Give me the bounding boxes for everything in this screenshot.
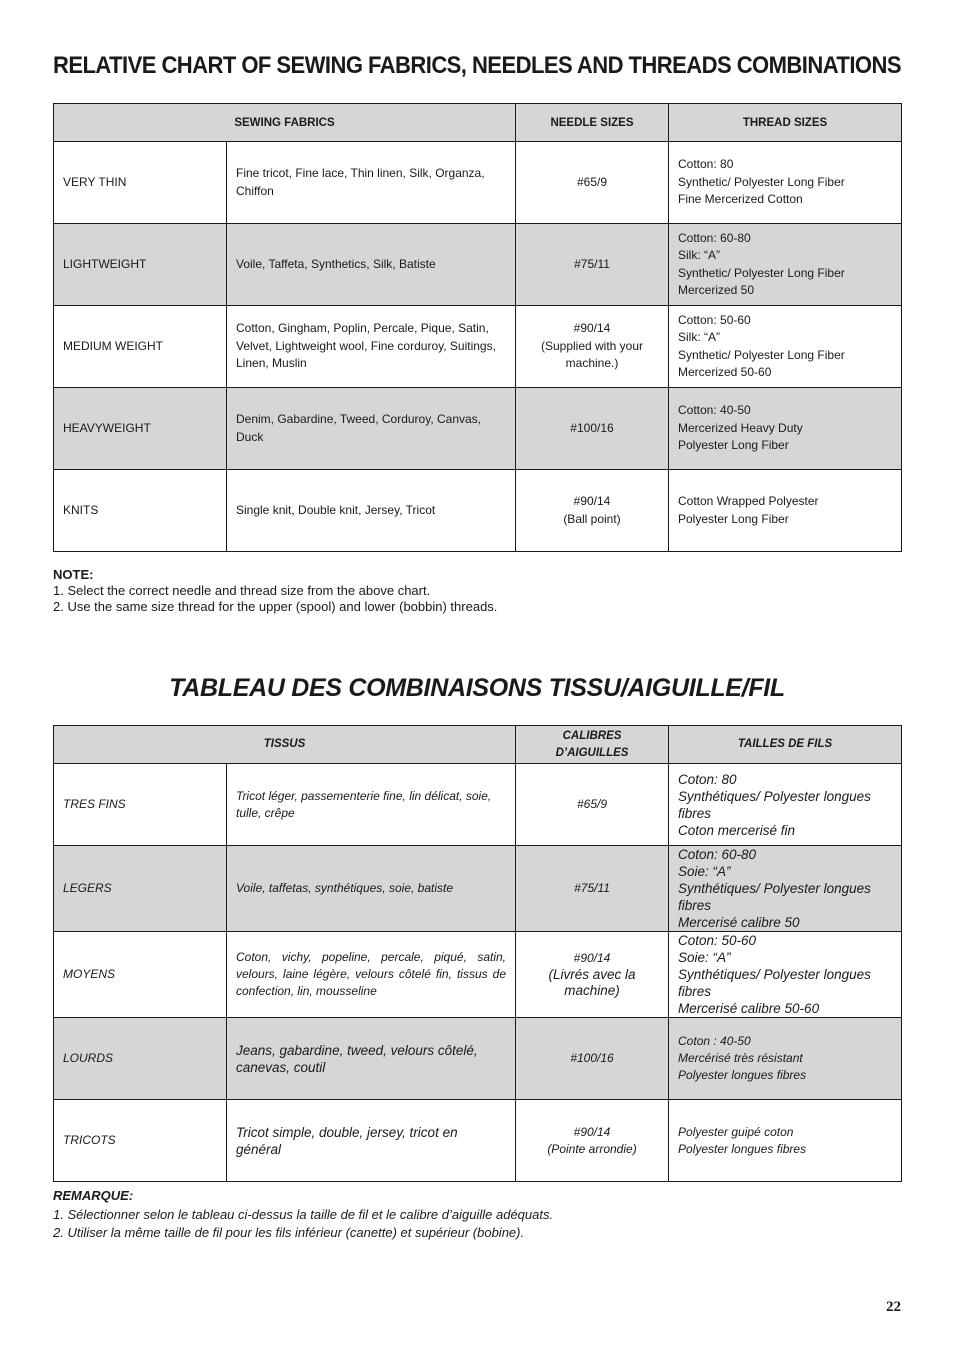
header-thread-sizes: THREAD SIZES bbox=[669, 104, 902, 142]
note-item: 1. Select the correct needle and thread size from the above chart. bbox=[53, 583, 431, 598]
fabric-examples: Denim, Gabardine, Tweed, Corduroy, Canvas, Duck bbox=[227, 388, 516, 470]
thread-size: Coton: 50-60 Soie: “A” Synthétiques/ Polyester longues fibres Mercerisé calibre 50-60 bbox=[669, 932, 902, 1018]
note-item: 2. Use the same size thread for the upper (spool) and lower (bobbin) threads. bbox=[53, 599, 498, 614]
table-row bbox=[54, 846, 902, 932]
table-row bbox=[54, 306, 902, 388]
thread-size: Cotton: 80 Synthetic/ Polyester Long Fiber Fine Mercerized Cotton bbox=[669, 142, 902, 224]
thread-size: Coton: 80 Synthétiques/ Polyester longues fibres Coton mercerisé fin bbox=[669, 764, 902, 846]
note-english bbox=[53, 567, 497, 615]
note-item: 1. Sélectionner selon le tableau ci-dessus la taille de fil et le calibre d’aiguille adéquats. bbox=[53, 1206, 554, 1222]
fabric-category: KNITS bbox=[54, 470, 227, 552]
fabric-examples: Single knit, Double knit, Jersey, Tricot bbox=[227, 470, 516, 552]
fabric-examples: Fine tricot, Fine lace, Thin linen, Silk, Organza, Chiffon bbox=[227, 142, 516, 224]
fabric-examples: Tricot léger, passementerie fine, lin délicat, soie, tulle, crêpe bbox=[227, 764, 516, 846]
table-row bbox=[54, 470, 902, 552]
header-needle-sizes: NEEDLE SIZES bbox=[516, 104, 669, 142]
fabric-examples: Cotton, Gingham, Poplin, Percale, Pique, Satin, Velvet, Lightweight wool, Fine corduroy, Suitings, Linen, Muslin bbox=[227, 306, 516, 388]
thread-size: Polyester guipé coton Polyester longues fibres bbox=[669, 1100, 902, 1182]
note-item: 2. Utiliser la même taille de fil pour les fils inférieur (canette) et supérieur (bobine). bbox=[53, 1225, 525, 1240]
thread-size: Coton: 60-80 Soie: “A” Synthétiques/ Polyester longues fibres Mercerisé calibre 50 bbox=[669, 846, 902, 932]
thread-size: Coton : 40-50 Mercérisé très résistant Polyester longues fibres bbox=[669, 1018, 902, 1100]
needle-size: #90/14 (Ball point) bbox=[516, 470, 669, 552]
fabric-category: MOYENS bbox=[54, 932, 227, 1018]
fabric-needle-thread-table-english bbox=[53, 103, 902, 552]
fabric-category: MEDIUM WEIGHT bbox=[54, 306, 227, 388]
note-heading: NOTE: bbox=[53, 567, 94, 582]
page-number: 22 bbox=[886, 1299, 901, 1315]
page-title-french: TABLEAU DES COMBINAISONS TISSU/AIGUILLE/FIL bbox=[169, 674, 785, 702]
table-row bbox=[54, 1100, 902, 1182]
fabric-examples: Tricot simple, double, jersey, tricot en général bbox=[227, 1100, 516, 1182]
header-tailles-de-fils: TAILLES DE FILS bbox=[669, 726, 902, 764]
needle-size: #90/14 (Livrés avec la machine) bbox=[516, 932, 669, 1018]
header-sewing-fabrics: SEWING FABRICS bbox=[54, 104, 516, 142]
fabric-category: TRICOTS bbox=[54, 1100, 227, 1182]
thread-size: Cotton: 50-60 Silk: “A” Synthetic/ Polyester Long Fiber Mercerized 50-60 bbox=[669, 306, 902, 388]
needle-size: #75/11 bbox=[516, 846, 669, 932]
needle-size: #100/16 bbox=[516, 1018, 669, 1100]
fabric-category: LEGERS bbox=[54, 846, 227, 932]
fabric-needle-thread-table-french bbox=[53, 725, 902, 1182]
table-row bbox=[54, 1018, 902, 1100]
thread-size: Cotton: 60-80 Silk: “A” Synthetic/ Polyester Long Fiber Mercerized 50 bbox=[669, 224, 902, 306]
page-title-english: RELATIVE CHART OF SEWING FABRICS, NEEDLES AND THREADS COMBINATIONS bbox=[53, 52, 901, 79]
note-french bbox=[53, 1187, 553, 1243]
needle-size: #90/14 (Supplied with your machine.) bbox=[516, 306, 669, 388]
thread-size: Cotton: 40-50 Mercerized Heavy Duty Polyester Long Fiber bbox=[669, 388, 902, 470]
thread-size: Cotton Wrapped Polyester Polyester Long Fiber bbox=[669, 470, 902, 552]
fabric-examples: Voile, Taffeta, Synthetics, Silk, Batiste bbox=[227, 224, 516, 306]
fabric-category: VERY THIN bbox=[54, 142, 227, 224]
fabric-category: HEAVYWEIGHT bbox=[54, 388, 227, 470]
fabric-category: TRES FINS bbox=[54, 764, 227, 846]
fabric-examples: Coton, vichy, popeline, percale, piqué, satin, velours, laine légère, velours côtelé fin, tissus de confection, lin, mousseline bbox=[227, 932, 516, 1018]
fabric-examples: Voile, taffetas, synthétiques, soie, batiste bbox=[227, 846, 516, 932]
note-heading: REMARQUE: bbox=[53, 1188, 134, 1203]
needle-size: #90/14 (Pointe arrondie) bbox=[516, 1100, 669, 1182]
table-row bbox=[54, 224, 902, 306]
fabric-category: LOURDS bbox=[54, 1018, 227, 1100]
header-calibres-aiguilles: CALIBRES D’AIGUILLES bbox=[516, 726, 669, 764]
needle-size: #65/9 bbox=[516, 142, 669, 224]
header-tissus: TISSUS bbox=[54, 726, 516, 764]
needle-size: #100/16 bbox=[516, 388, 669, 470]
table-row bbox=[54, 764, 902, 846]
needle-size: #65/9 bbox=[516, 764, 669, 846]
fabric-category: LIGHTWEIGHT bbox=[54, 224, 227, 306]
fabric-examples: Jeans, gabardine, tweed, velours côtelé, canevas, coutil bbox=[227, 1018, 516, 1100]
needle-size: #75/11 bbox=[516, 224, 669, 306]
table-row bbox=[54, 142, 902, 224]
table-row bbox=[54, 932, 902, 1018]
table-row bbox=[54, 388, 902, 470]
